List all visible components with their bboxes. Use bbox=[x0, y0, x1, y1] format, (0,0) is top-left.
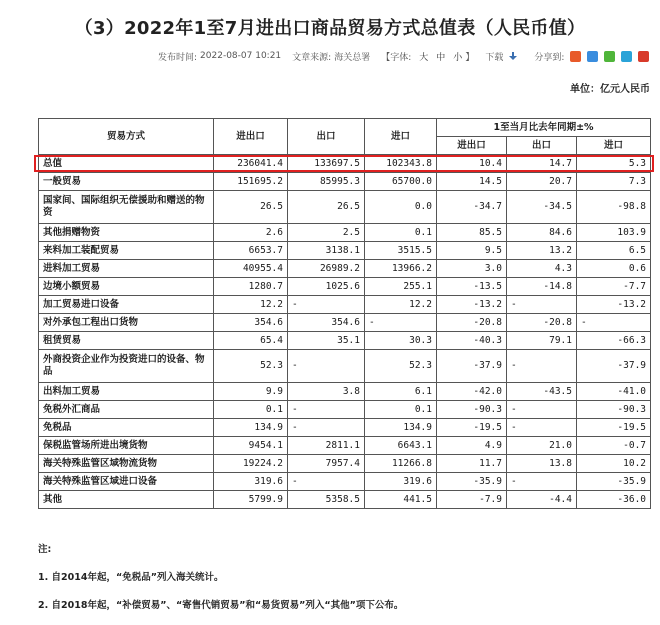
row-name: 其他捐赠物资 bbox=[39, 224, 214, 242]
source: 海关总署 bbox=[334, 52, 371, 63]
table-row bbox=[39, 350, 651, 383]
font-size-label: 【字体: bbox=[381, 52, 412, 63]
cell-export: 26989.2 bbox=[288, 260, 365, 278]
publish-time: 2022-08-07 10:21 bbox=[200, 51, 282, 61]
row-name: 出料加工贸易 bbox=[39, 383, 214, 401]
cell-yoy-total: -42.0 bbox=[437, 383, 507, 401]
notes bbox=[38, 541, 403, 625]
row-name: 免税品 bbox=[39, 419, 214, 437]
cell-export: - bbox=[288, 350, 365, 383]
cell-yoy-import: -36.0 bbox=[577, 491, 651, 509]
note-1: 1. 自2014年起，“免税品”列入海关统计。 bbox=[38, 572, 224, 583]
table-row bbox=[39, 191, 651, 224]
cell-yoy-import: 7.3 bbox=[577, 173, 651, 191]
cell-yoy-import: - bbox=[577, 314, 651, 332]
cell-yoy-export: 4.3 bbox=[507, 260, 577, 278]
cell-yoy-total: 10.4 bbox=[437, 155, 507, 173]
cell-yoy-import: -90.3 bbox=[577, 401, 651, 419]
cell-yoy-total: -35.9 bbox=[437, 473, 507, 491]
cell-import: 12.2 bbox=[365, 296, 437, 314]
cell-yoy-import: -98.8 bbox=[577, 191, 651, 224]
font-large-link[interactable]: 大 bbox=[419, 52, 429, 63]
cell-total: 5799.9 bbox=[214, 491, 288, 509]
cell-import: - bbox=[365, 314, 437, 332]
cell-yoy-import: 10.2 bbox=[577, 455, 651, 473]
cell-total: 319.6 bbox=[214, 473, 288, 491]
row-name: 进料加工贸易 bbox=[39, 260, 214, 278]
cell-import: 13966.2 bbox=[365, 260, 437, 278]
cell-total: 6653.7 bbox=[214, 242, 288, 260]
row-name: 总值 bbox=[39, 155, 214, 173]
cell-export: 3138.1 bbox=[288, 242, 365, 260]
cell-export: 3.8 bbox=[288, 383, 365, 401]
cell-total: 40955.4 bbox=[214, 260, 288, 278]
cell-yoy-total: -40.3 bbox=[437, 332, 507, 350]
cell-import: 3515.5 bbox=[365, 242, 437, 260]
cell-yoy-export: -20.8 bbox=[507, 314, 577, 332]
table-row bbox=[39, 173, 651, 191]
cell-export: - bbox=[288, 296, 365, 314]
cell-yoy-export: 14.7 bbox=[507, 155, 577, 173]
row-name: 对外承包工程出口货物 bbox=[39, 314, 214, 332]
cell-import: 134.9 bbox=[365, 419, 437, 437]
cell-yoy-total: 3.0 bbox=[437, 260, 507, 278]
share-label: 分享到: bbox=[534, 52, 565, 63]
share-qzone-icon[interactable] bbox=[587, 51, 598, 62]
table-row bbox=[39, 473, 651, 491]
cell-yoy-import: -0.7 bbox=[577, 437, 651, 455]
header-yoy-import: 进口 bbox=[577, 137, 651, 155]
cell-yoy-import: -7.7 bbox=[577, 278, 651, 296]
table-row bbox=[39, 455, 651, 473]
cell-yoy-export: -34.5 bbox=[507, 191, 577, 224]
cell-yoy-import: -66.3 bbox=[577, 332, 651, 350]
cell-yoy-export: - bbox=[507, 419, 577, 437]
table-row bbox=[39, 314, 651, 332]
cell-import: 30.3 bbox=[365, 332, 437, 350]
cell-import: 0.1 bbox=[365, 224, 437, 242]
header-total: 进出口 bbox=[214, 119, 288, 155]
header-yoy-export: 出口 bbox=[507, 137, 577, 155]
cell-yoy-total: -37.9 bbox=[437, 350, 507, 383]
cell-total: 2.6 bbox=[214, 224, 288, 242]
cell-total: 0.1 bbox=[214, 401, 288, 419]
cell-yoy-export: - bbox=[507, 401, 577, 419]
article-meta bbox=[158, 49, 652, 63]
table-row bbox=[39, 437, 651, 455]
cell-import: 65700.0 bbox=[365, 173, 437, 191]
cell-yoy-total: -34.7 bbox=[437, 191, 507, 224]
unit-label: 单位：亿元人民币 bbox=[570, 84, 650, 95]
cell-yoy-total: -7.9 bbox=[437, 491, 507, 509]
cell-import: 0.1 bbox=[365, 401, 437, 419]
cell-yoy-import: 103.9 bbox=[577, 224, 651, 242]
row-name: 免税外汇商品 bbox=[39, 401, 214, 419]
cell-yoy-export: 21.0 bbox=[507, 437, 577, 455]
cell-export: 5358.5 bbox=[288, 491, 365, 509]
table-row bbox=[39, 296, 651, 314]
cell-total: 65.4 bbox=[214, 332, 288, 350]
cell-import: 441.5 bbox=[365, 491, 437, 509]
cell-export: 85995.3 bbox=[288, 173, 365, 191]
table-row bbox=[39, 224, 651, 242]
table-row bbox=[39, 155, 651, 173]
table-row bbox=[39, 491, 651, 509]
cell-total: 134.9 bbox=[214, 419, 288, 437]
row-name: 其他 bbox=[39, 491, 214, 509]
share-friends-icon[interactable] bbox=[621, 51, 632, 62]
cell-total: 354.6 bbox=[214, 314, 288, 332]
cell-import: 6643.1 bbox=[365, 437, 437, 455]
share-more-icon[interactable] bbox=[638, 51, 649, 62]
cell-export: 133697.5 bbox=[288, 155, 365, 173]
download-link[interactable]: 下载 bbox=[485, 52, 504, 63]
cell-total: 9454.1 bbox=[214, 437, 288, 455]
cell-total: 19224.2 bbox=[214, 455, 288, 473]
row-name: 来料加工装配贸易 bbox=[39, 242, 214, 260]
trade-mode-table bbox=[38, 118, 651, 509]
row-name: 海关特殊监管区域进口设备 bbox=[39, 473, 214, 491]
cell-total: 1280.7 bbox=[214, 278, 288, 296]
row-name: 边境小额贸易 bbox=[39, 278, 214, 296]
cell-yoy-import: -35.9 bbox=[577, 473, 651, 491]
cell-import: 52.3 bbox=[365, 350, 437, 383]
cell-yoy-total: 85.5 bbox=[437, 224, 507, 242]
share-wechat-icon[interactable] bbox=[604, 51, 615, 62]
cell-total: 52.3 bbox=[214, 350, 288, 383]
note-2: 2. 自2018年起，“补偿贸易”、“寄售代销贸易”和“易货贸易”列入“其他”项下公布。 bbox=[38, 600, 404, 611]
cell-export: - bbox=[288, 401, 365, 419]
cell-yoy-total: 9.5 bbox=[437, 242, 507, 260]
cell-yoy-export: 79.1 bbox=[507, 332, 577, 350]
table-row bbox=[39, 260, 651, 278]
cell-import: 102343.8 bbox=[365, 155, 437, 173]
row-name: 一般贸易 bbox=[39, 173, 214, 191]
cell-total: 12.2 bbox=[214, 296, 288, 314]
table-row bbox=[39, 383, 651, 401]
share-weibo-icon[interactable] bbox=[570, 51, 581, 62]
cell-yoy-export: 20.7 bbox=[507, 173, 577, 191]
cell-yoy-total: 14.5 bbox=[437, 173, 507, 191]
table-row bbox=[39, 332, 651, 350]
cell-import: 11266.8 bbox=[365, 455, 437, 473]
cell-import: 6.1 bbox=[365, 383, 437, 401]
cell-export: 354.6 bbox=[288, 314, 365, 332]
table-row bbox=[39, 242, 651, 260]
font-medium-link[interactable]: 中 bbox=[436, 52, 446, 63]
header-import: 进口 bbox=[365, 119, 437, 155]
source-label: 文章来源: bbox=[292, 52, 332, 63]
cell-total: 151695.2 bbox=[214, 173, 288, 191]
cell-total: 236041.4 bbox=[214, 155, 288, 173]
cell-export: 2811.1 bbox=[288, 437, 365, 455]
cell-yoy-total: -90.3 bbox=[437, 401, 507, 419]
row-name: 保税监管场所进出境货物 bbox=[39, 437, 214, 455]
cell-yoy-export: -14.8 bbox=[507, 278, 577, 296]
header-yoy-group: 1至当月比去年同期±% bbox=[437, 119, 651, 137]
cell-yoy-import: 5.3 bbox=[577, 155, 651, 173]
header-trade-mode: 贸易方式 bbox=[39, 119, 214, 155]
cell-yoy-import: 6.5 bbox=[577, 242, 651, 260]
publish-time-label: 发布时间: bbox=[158, 52, 198, 63]
table-row bbox=[39, 401, 651, 419]
row-name: 国家间、国际组织无偿援助和赠送的物资 bbox=[39, 191, 214, 224]
cell-yoy-total: -13.5 bbox=[437, 278, 507, 296]
cell-export: 1025.6 bbox=[288, 278, 365, 296]
cell-yoy-total: -20.8 bbox=[437, 314, 507, 332]
cell-yoy-total: -19.5 bbox=[437, 419, 507, 437]
cell-export: 26.5 bbox=[288, 191, 365, 224]
row-name: 海关特殊监管区域物流货物 bbox=[39, 455, 214, 473]
row-name: 租赁贸易 bbox=[39, 332, 214, 350]
cell-yoy-total: 11.7 bbox=[437, 455, 507, 473]
cell-yoy-import: 0.6 bbox=[577, 260, 651, 278]
cell-export: - bbox=[288, 419, 365, 437]
cell-export: 7957.4 bbox=[288, 455, 365, 473]
cell-yoy-export: 84.6 bbox=[507, 224, 577, 242]
cell-yoy-import: -13.2 bbox=[577, 296, 651, 314]
cell-import: 0.0 bbox=[365, 191, 437, 224]
cell-yoy-export: -4.4 bbox=[507, 491, 577, 509]
cell-export: - bbox=[288, 473, 365, 491]
cell-yoy-export: 13.2 bbox=[507, 242, 577, 260]
page-title: （3）2022年1至7月进出口商品贸易方式总值表（人民币值） bbox=[74, 18, 586, 39]
cell-import: 319.6 bbox=[365, 473, 437, 491]
font-small-link[interactable]: 小 bbox=[453, 52, 463, 63]
cell-export: 2.5 bbox=[288, 224, 365, 242]
row-name: 加工贸易进口设备 bbox=[39, 296, 214, 314]
font-size-close: 】 bbox=[465, 52, 475, 63]
cell-yoy-export: -43.5 bbox=[507, 383, 577, 401]
notes-label: 注: bbox=[38, 544, 52, 555]
cell-yoy-export: - bbox=[507, 296, 577, 314]
header-yoy-total: 进出口 bbox=[437, 137, 507, 155]
cell-total: 26.5 bbox=[214, 191, 288, 224]
cell-export: 35.1 bbox=[288, 332, 365, 350]
table-row bbox=[39, 278, 651, 296]
cell-total: 9.9 bbox=[214, 383, 288, 401]
cell-yoy-total: -13.2 bbox=[437, 296, 507, 314]
header-export: 出口 bbox=[288, 119, 365, 155]
cell-yoy-export: - bbox=[507, 350, 577, 383]
cell-yoy-import: -41.0 bbox=[577, 383, 651, 401]
download-icon[interactable] bbox=[509, 52, 517, 61]
table-row bbox=[39, 419, 651, 437]
row-name: 外商投资企业作为投资进口的设备、物品 bbox=[39, 350, 214, 383]
cell-yoy-export: 13.8 bbox=[507, 455, 577, 473]
cell-yoy-total: 4.9 bbox=[437, 437, 507, 455]
cell-yoy-import: -37.9 bbox=[577, 350, 651, 383]
cell-yoy-import: -19.5 bbox=[577, 419, 651, 437]
cell-import: 255.1 bbox=[365, 278, 437, 296]
cell-yoy-export: - bbox=[507, 473, 577, 491]
